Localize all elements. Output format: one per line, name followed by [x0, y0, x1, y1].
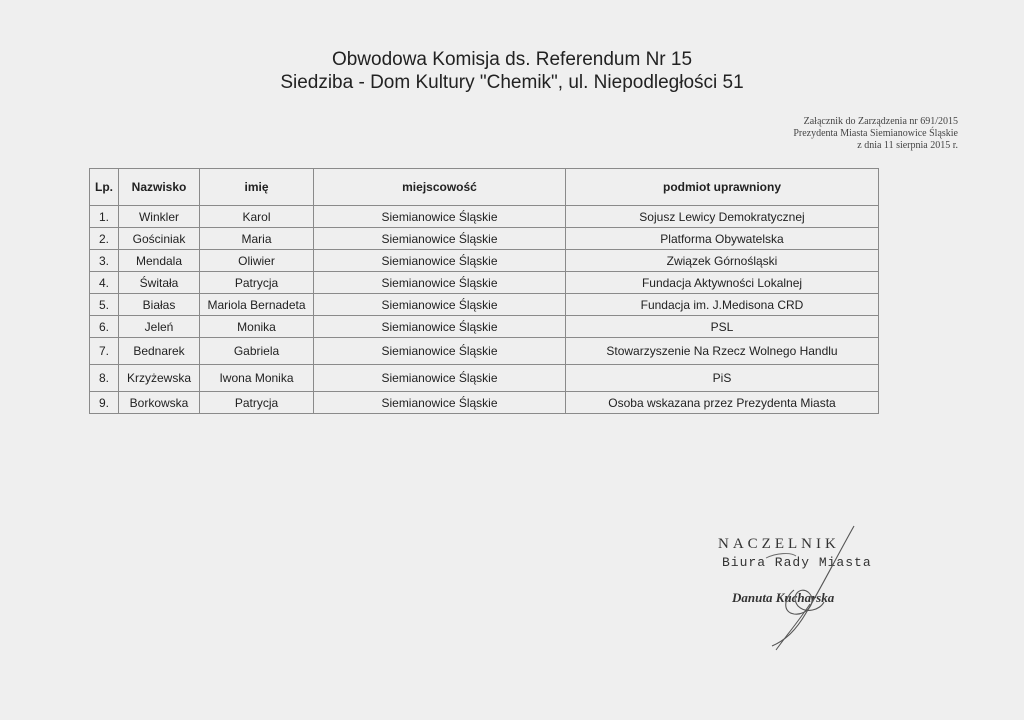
attachment-line-1: Załącznik do Zarządzenia nr 691/2015	[803, 116, 958, 127]
cell-podmiot: PiS	[566, 365, 879, 392]
cell-nazwisko: Gościniak	[119, 228, 200, 250]
cell-podmiot: Związek Górnośląski	[566, 250, 879, 272]
column-header-lp: Lp.	[90, 169, 119, 206]
cell-nazwisko: Świtała	[119, 272, 200, 294]
cell-lp: 1.	[90, 206, 119, 228]
cell-podmiot: Fundacja im. J.Medisona CRD	[566, 294, 879, 316]
cell-podmiot: Stowarzyszenie Na Rzecz Wolnego Handlu	[566, 338, 879, 365]
cell-nazwisko: Jeleń	[119, 316, 200, 338]
table-row	[90, 338, 879, 365]
table-row	[90, 392, 879, 414]
cell-podmiot: Osoba wskazana przez Prezydenta Miasta	[566, 392, 879, 414]
table-row	[90, 365, 879, 392]
cell-lp: 4.	[90, 272, 119, 294]
table-header-row	[90, 169, 879, 206]
cell-lp: 2.	[90, 228, 119, 250]
attachment-line-2: Prezydenta Miasta Siemianowice Śląskie	[793, 128, 958, 139]
stamp-name: Danuta Kucharska	[732, 590, 835, 605]
cell-nazwisko: Winkler	[119, 206, 200, 228]
table-row	[90, 250, 879, 272]
cell-podmiot: PSL	[566, 316, 879, 338]
cell-lp: 9.	[90, 392, 119, 414]
cell-podmiot: Platforma Obywatelska	[566, 228, 879, 250]
cell-miejscowosc: Siemianowice Śląskie	[314, 272, 566, 294]
cell-nazwisko: Bednarek	[119, 338, 200, 365]
column-header-imie: imię	[200, 169, 314, 206]
commission-title: Obwodowa Komisja ds. Referendum Nr 15	[331, 49, 693, 70]
cell-miejscowosc: Siemianowice Śląskie	[314, 294, 566, 316]
table-row	[90, 316, 879, 338]
cell-miejscowosc: Siemianowice Śląskie	[314, 250, 566, 272]
cell-imie: Iwona Monika	[200, 365, 314, 392]
cell-nazwisko: Mendala	[119, 250, 200, 272]
stamp-office: Biura Rady Miasta	[722, 555, 872, 570]
cell-lp: 6.	[90, 316, 119, 338]
cell-nazwisko: Borkowska	[119, 392, 200, 414]
document-header	[0, 48, 1024, 94]
members-table	[89, 168, 879, 414]
cell-miejscowosc: Siemianowice Śląskie	[314, 365, 566, 392]
cell-miejscowosc: Siemianowice Śląskie	[314, 206, 566, 228]
commission-seat: Siedziba - Dom Kultury "Chemik", ul. Niepodległości 51	[280, 72, 744, 93]
cell-podmiot: Fundacja Aktywności Lokalnej	[566, 272, 879, 294]
cell-miejscowosc: Siemianowice Śląskie	[314, 338, 566, 365]
cell-nazwisko: Krzyżewska	[119, 365, 200, 392]
table-row	[90, 272, 879, 294]
table-row	[90, 228, 879, 250]
stamp-title: NACZELNIK	[718, 536, 840, 552]
attachment-note	[793, 116, 958, 152]
column-header-podmiot: podmiot uprawniony	[566, 169, 879, 206]
handwritten-signature	[736, 518, 866, 658]
table-row	[90, 206, 879, 228]
cell-imie: Mariola Bernadeta	[200, 294, 314, 316]
cell-imie: Oliwier	[200, 250, 314, 272]
table-row	[90, 294, 879, 316]
cell-miejscowosc: Siemianowice Śląskie	[314, 316, 566, 338]
cell-miejscowosc: Siemianowice Śląskie	[314, 228, 566, 250]
cell-imie: Monika	[200, 316, 314, 338]
cell-imie: Gabriela	[200, 338, 314, 365]
cell-lp: 5.	[90, 294, 119, 316]
cell-imie: Karol	[200, 206, 314, 228]
cell-nazwisko: Białas	[119, 294, 200, 316]
official-stamp	[716, 532, 906, 652]
column-header-miejscowosc: miejscowość	[314, 169, 566, 206]
cell-lp: 7.	[90, 338, 119, 365]
cell-imie: Patrycja	[200, 392, 314, 414]
cell-podmiot: Sojusz Lewicy Demokratycznej	[566, 206, 879, 228]
cell-lp: 3.	[90, 250, 119, 272]
cell-imie: Patrycja	[200, 272, 314, 294]
cell-imie: Maria	[200, 228, 314, 250]
cell-lp: 8.	[90, 365, 119, 392]
attachment-line-3: z dnia 11 sierpnia 2015 r.	[857, 140, 958, 151]
column-header-nazwisko: Nazwisko	[119, 169, 200, 206]
cell-miejscowosc: Siemianowice Śląskie	[314, 392, 566, 414]
